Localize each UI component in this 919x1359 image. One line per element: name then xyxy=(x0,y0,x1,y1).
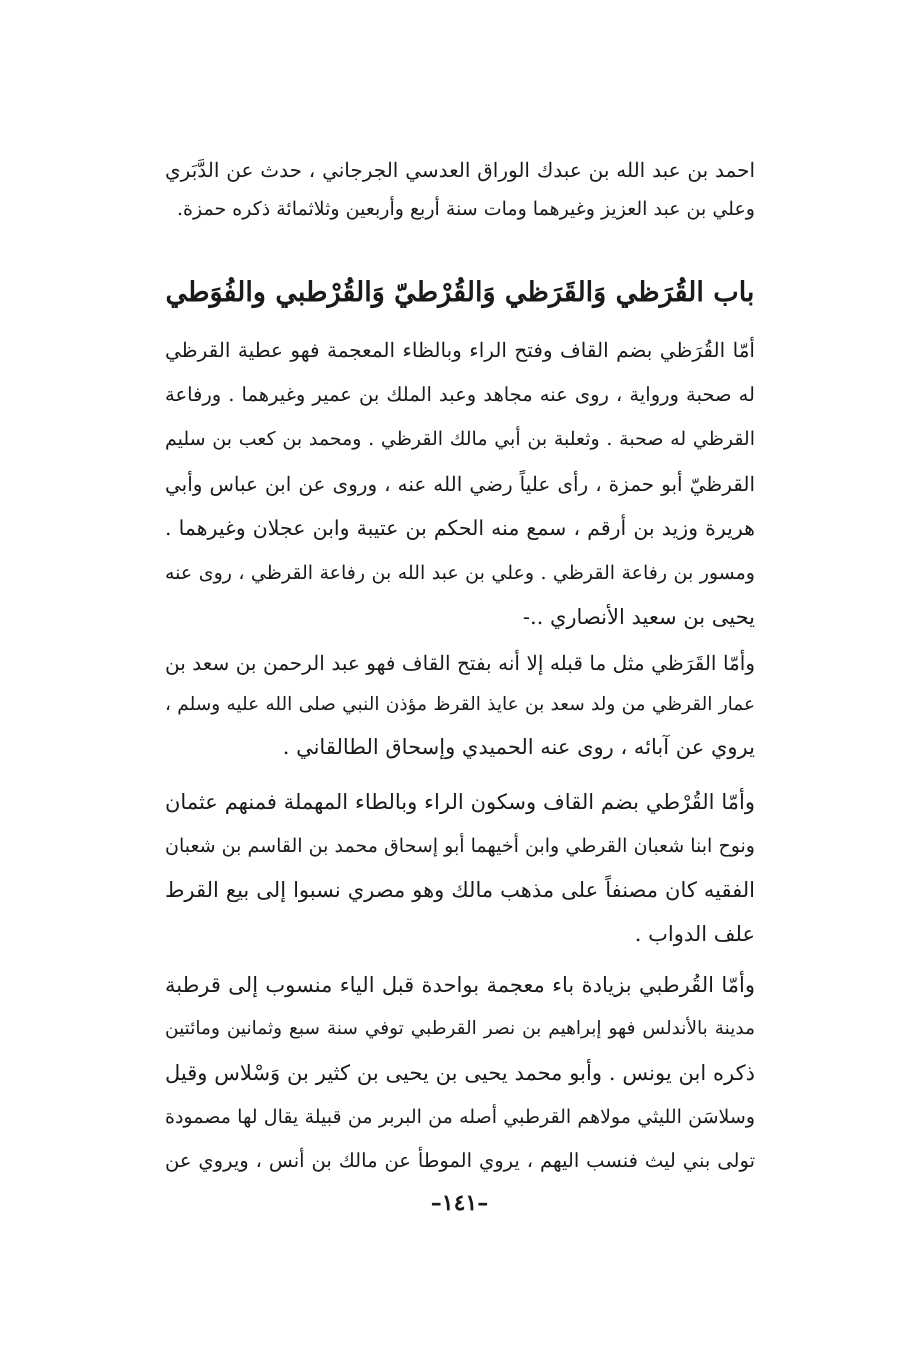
text-line: تولى بني ليث فنسب اليهم ، يروي الموطأ عن مالك بن أنس ، ويروي عن xyxy=(165,1149,755,1172)
text-line: أمّا القُرَظي بضم القاف وفتح الراء وبالظاء المعجمة فهو عطية القرظي xyxy=(165,338,755,362)
text-line: ذكره ابن يونس . وأبو محمد يحيى بن يحيى بن كثير بن وَسْلاس وقيل xyxy=(165,1061,755,1085)
intro-text xyxy=(165,151,755,229)
text-line: وأمّا القُرْطي بضم القاف وسكون الراء وبالطاء المهملة فمنهم عثمان xyxy=(165,790,755,814)
text-line: القرظيّ أبو حمزة ، رأى علياً رضي الله عنه ، وروى عن ابن عباس وأبي xyxy=(165,471,755,496)
text-line: هريرة وزيد بن أرقم ، سمع منه الحكم بن عتيبة وابن عجلان وغيرهما . xyxy=(165,516,755,540)
text-line: القرظي له صحبة . وثعلبة بن أبي مالك القرظي . ومحمد بن كعب بن سليم xyxy=(165,428,755,450)
paragraph-qurtubi xyxy=(165,963,755,1183)
text-line: علف الدواب . xyxy=(634,922,755,946)
text-line: ونوح ابنا شعبان القرطي وابن أخيهما أبو إسحاق محمد بن القاسم بن شعبان xyxy=(165,835,755,857)
text-line: وأمّا القَرَظي مثل ما قبله إلا أنه بفتح القاف فهو عبد الرحمن بن سعد بن xyxy=(165,651,755,675)
text-line: وسلاسَن الليثي مولاهم القرطبي أصله من البربر من قبيلة يقال لها مصمودة xyxy=(165,1106,755,1128)
text-line: وأمّا القُرطبي بزيادة باء معجمة بواحدة قبل الياء منسوب إلى قرطبة xyxy=(165,973,755,997)
text-line: ومسور بن رفاعة القرظي . وعلي بن عبد الله بن رفاعة القرظي ، روى عنه xyxy=(165,561,755,584)
text-line: له صحبة ورواية ، روى عنه مجاهد وعبد الملك بن عمير وغيرهما . ورفاعة xyxy=(165,382,755,406)
page-number: –١٤١– xyxy=(430,1190,489,1216)
text-line: يحيى بن سعيد الأنصاري ..- xyxy=(522,605,755,629)
text-line: احمد بن عبد الله بن عبدك الوراق العدسي الجرجاني ، حدث عن الدَّبَري xyxy=(165,158,755,182)
text-line: عمار القرظي من ولد سعد بن عايذ القرظ مؤذن النبي صلى الله عليه وسلم ، xyxy=(165,694,755,715)
text-line: الفقيه كان مصنفاً على مذهب مالك وهو مصري نسبوا إلى بيع القرط xyxy=(165,878,755,902)
section-heading: باب القُرَظي وَالقَرَظي وَالقُرْطيّ وَالقُرْطبي والفُوَطي xyxy=(165,277,755,308)
paragraph-qarazi xyxy=(165,642,755,768)
paragraph-qurazi xyxy=(165,328,755,640)
paragraph-qurti xyxy=(165,780,755,956)
text-line: يروي عن آبائه ، روى عنه الحميدي وإسحاق الطالقاني . xyxy=(282,735,755,759)
text-line: مدينة بالأندلس فهو إبراهيم بن نصر القرطبي توفي سنة سبع وثمانين ومائتين xyxy=(165,1018,755,1039)
text-line: وعلي بن عبد العزيز وغيرهما ومات سنة أربع وأربعين وثلاثمائة ذكره حمزة. xyxy=(177,198,755,220)
